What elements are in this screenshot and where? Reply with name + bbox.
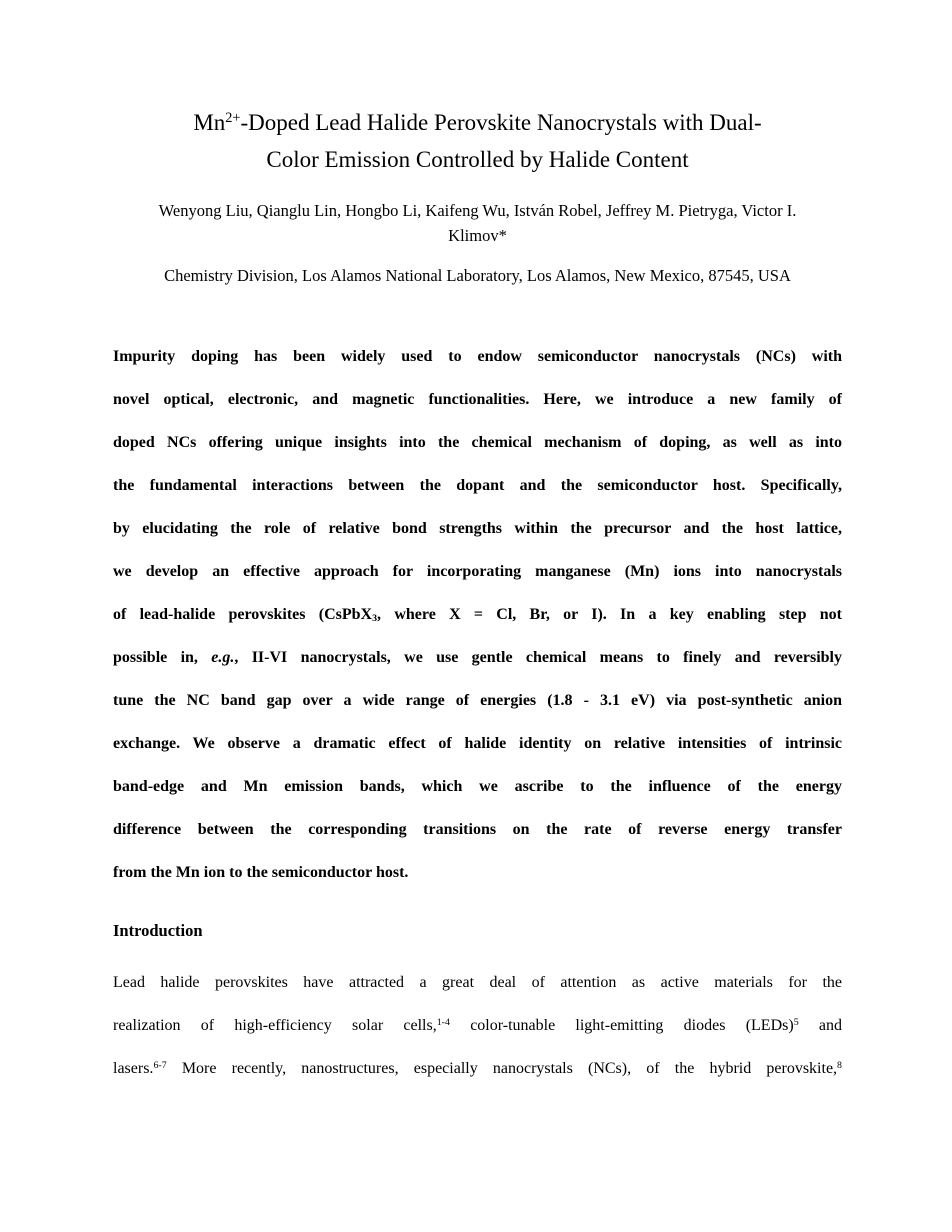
text-line: lasers.$^{6-7}$ More recently, nanostructures, especially nanocrystals (NCs), of the hybrid perovskite,$^8$ [113,1059,842,1077]
text-line: Klimov* [448,226,507,245]
text-line: band-edge and Mn emission bands, which we ascribe to the influence of the energy [113,778,842,795]
text-line: possible in, e.g., II-VI nanocrystals, we use gentle chemical means to finely and reversibly [113,649,842,666]
text-line: Color Emission Controlled by Halide Content [266,147,689,172]
affiliation: Chemistry Division, Los Alamos National Laboratory, Los Alamos, New Mexico, 87545, USA [164,266,791,285]
text-line: we develop an effective approach for incorporating manganese (Mn) ions into nanocrystals [113,563,842,580]
text-line: Lead halide perovskites have attracted a great deal of attention as active materials for the [113,974,842,991]
introduction-paragraph [113,961,842,1090]
text-line: doped NCs offering unique insights into the chemical mechanism of doping, as well as into [113,434,842,451]
text-line: Impurity doping has been widely used to endow semiconductor nanocrystals (NCs) with [113,348,842,365]
text-line: realization of high-efficiency solar cells,$^{1-4}$ color-tunable light-emitting diodes (LEDs)$^5$ and [113,1016,842,1034]
paper-title [113,104,842,178]
introduction-heading: Introduction [113,921,203,940]
text-line: novel optical, electronic, and magnetic functionalities. Here, we introduce a new family of [113,391,842,408]
text-line: of lead-halide perovskites (CsPbX$_3$, where X = Cl, Br, or I). In a key enabling step not [113,606,843,624]
text-line: by elucidating the role of relative bond strengths within the precursor and the host lattice, [113,520,842,537]
text-line: the fundamental interactions between the dopant and the semiconductor host. Specifically, [113,477,842,494]
text-line: $Mn^{2+}$-Doped Lead Halide Perovskite Nanocrystals with Dual- [193,110,762,135]
page-content [0,104,952,1090]
text-line: Wenyong Liu, Qianglu Lin, Hongbo Li, Kaifeng Wu, István Robel, Jeffrey M. Pietryga, Victor I. [158,201,797,220]
text-line: exchange. We observe a dramatic effect of halide identity on relative intensities of intrinsic [113,735,842,752]
text-line: tune the NC band gap over a wide range of energies (1.8 - 3.1 eV) via post-synthetic anion [113,692,842,709]
abstract-paragraph [113,335,842,894]
author-list [113,198,842,248]
text-line: from the Mn ion to the semiconductor host. [113,864,409,881]
text-line: difference between the corresponding transitions on the rate of reverse energy transfer [113,821,842,838]
